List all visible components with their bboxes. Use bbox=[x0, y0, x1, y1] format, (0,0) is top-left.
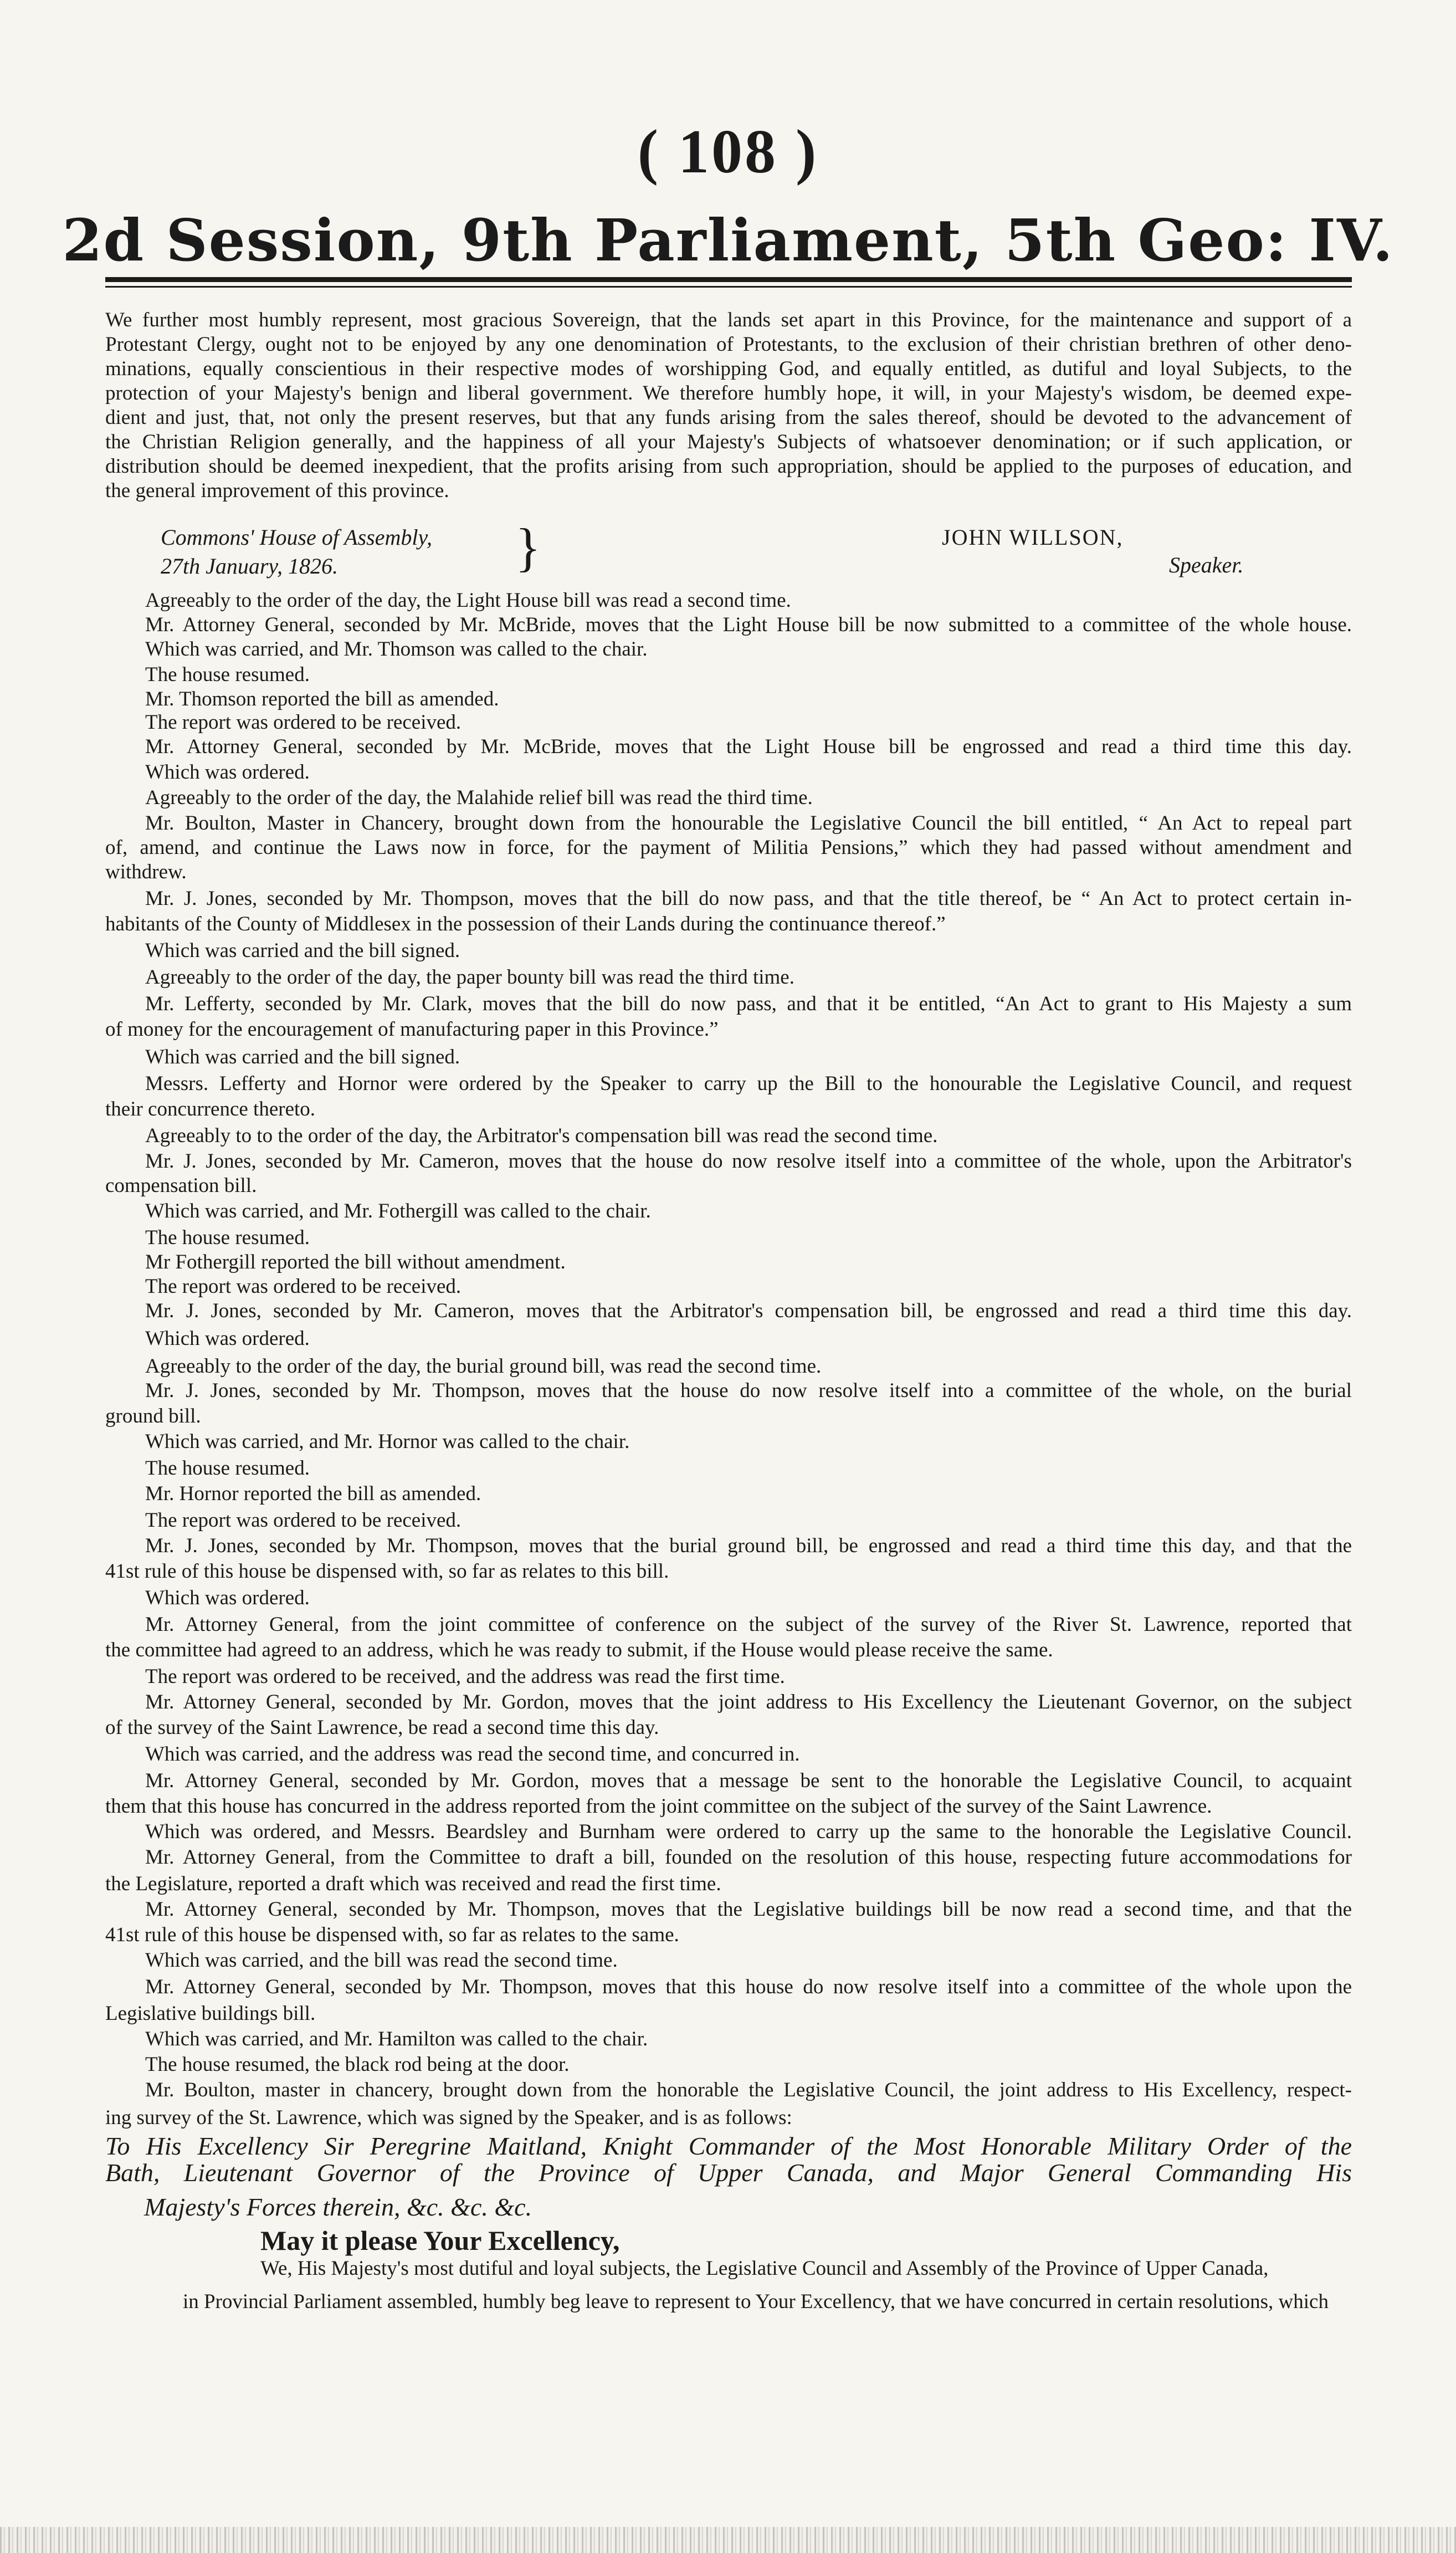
text-line: Protestant Clergy, ought not to be enjoyed by any one denomination of Protestants, to the exclusion of their christian brethren of other deno- bbox=[105, 333, 1352, 356]
text-line: Mr. Attorney General, from the Committee to draft a bill, founded on the resolution of this house, respecting future accommodations for bbox=[145, 1846, 1352, 1869]
text-line: Agreeably to the order of the day, the burial ground bill, was read the second time. bbox=[145, 1355, 822, 1378]
signature-place-line1: Commons' House of Assembly, bbox=[161, 525, 433, 550]
text-line: We, His Majesty's most dutiful and loyal subjects, the Legislative Council and Assembly of the Province of Upper Canada, bbox=[260, 2257, 1269, 2280]
text-line: Which was carried, and Mr. Hornor was called to the chair. bbox=[145, 1430, 630, 1453]
text-line: distribution should be deemed inexpedient, that the profits arising from such appropriation, should be applied to the purposes of education, and bbox=[105, 455, 1352, 478]
text-line: Which was ordered. bbox=[145, 1587, 310, 1609]
text-line: Mr. J. Jones, seconded by Mr. Thompson, moves that the bill do now pass, and that the title thereof, be “ An Act to protect certain in- bbox=[145, 887, 1352, 910]
text-line: protection of your Majesty's benign and liberal government. We therefore humbly hope, it will, in your Majesty's wisdom, be deemed expe- bbox=[105, 382, 1352, 405]
text-line: The house resumed. bbox=[145, 663, 310, 686]
scan-edge-noise bbox=[0, 2527, 1456, 2553]
text-line: compensation bill. bbox=[105, 1174, 257, 1197]
text-line: the committee had agreed to an address, which he was ready to submit, if the House would please receive the same. bbox=[105, 1639, 1053, 1661]
text-line: Agreeably to to the order of the day, the Arbitrator's compensation bill was read the second time. bbox=[145, 1124, 938, 1147]
text-line: The house resumed, the black rod being at the door. bbox=[145, 2053, 570, 2076]
text-line: The report was ordered to be received, and the address was read the first time. bbox=[145, 1665, 785, 1688]
text-line: Which was carried and the bill signed. bbox=[145, 1046, 460, 1068]
text-line: minations, equally conscientious in their respective modes of worshipping God, and equally entitled, as dutiful and loyal Subjects, to the bbox=[105, 357, 1352, 380]
text-line: Which was carried, and the address was read the second time, and concurred in. bbox=[145, 1743, 800, 1766]
text-line: Agreeably to the order of the day, the Light House bill was read a second time. bbox=[145, 589, 791, 612]
text-line: ground bill. bbox=[105, 1405, 201, 1428]
signature-brace: } bbox=[515, 518, 541, 577]
text-line: Mr Fothergill reported the bill without amendment. bbox=[145, 1251, 566, 1273]
text-line: ing survey of the St. Lawrence, which was signed by the Speaker, and is as follows: bbox=[105, 2106, 792, 2129]
text-line: Which was carried, and the bill was read the second time. bbox=[145, 1949, 618, 1972]
text-line: Which was ordered. bbox=[145, 1327, 310, 1350]
text-line: Mr. Attorney General, from the joint committee of conference on the subject of the survey of the River St. Lawrence, reported that bbox=[145, 1613, 1352, 1636]
text-line: Which was carried, and Mr. Thomson was called to the chair. bbox=[145, 638, 648, 661]
page-number: ( 108 ) bbox=[637, 117, 819, 186]
text-line: Mr. Thomson reported the bill as amended. bbox=[145, 688, 499, 710]
text-line: Mr. J. Jones, seconded by Mr. Cameron, moves that the house do now resolve itself into a committee of the whole, upon the Arbitrator's bbox=[145, 1150, 1352, 1173]
text-line: Majesty's Forces therein, &c. &c. &c. bbox=[144, 2193, 532, 2221]
text-line: The report was ordered to be received. bbox=[145, 1275, 462, 1298]
text-line: The report was ordered to be received. bbox=[145, 711, 462, 734]
text-line: dient and just, that, not only the present reserves, but that any funds arising from the sales thereof, should be devoted to the advancement of bbox=[105, 406, 1352, 429]
text-line: The house resumed. bbox=[145, 1457, 310, 1480]
text-line: Which was carried, and Mr. Hamilton was called to the chair. bbox=[145, 2028, 648, 2050]
text-line: Agreeably to the order of the day, the Malahide relief bill was read the third time. bbox=[145, 786, 813, 809]
text-line: of, amend, and continue the Laws now in force, for the payment of Militia Pensions,” which they had passed without amendment and bbox=[105, 836, 1352, 859]
text-line: 41st rule of this house be dispensed with, so far as relates to this bill. bbox=[105, 1560, 669, 1583]
text-line: To His Excellency Sir Peregrine Maitland, Knight Commander of the Most Honorable Military Order of the bbox=[105, 2132, 1352, 2160]
text-line: Mr. Attorney General, seconded by Mr. McBride, moves that the Light House bill be engrossed and read a third time this day. bbox=[145, 735, 1352, 758]
signature-name: JOHN WILLSON, bbox=[942, 525, 1124, 550]
session-title: 2d Session, 9th Parliament, 5th Geo: IV. bbox=[62, 206, 1394, 274]
text-line: May it please Your Excellency, bbox=[260, 2225, 620, 2256]
text-line: Which was ordered, and Messrs. Beardsley and Burnham were ordered to carry up the same to the honorable the Legislative Council. bbox=[145, 1820, 1352, 1843]
text-line: the Christian Religion generally, and the happiness of all your Majesty's Subjects of whatsoever denomination; or if such application, or bbox=[105, 431, 1352, 453]
signature-date: 27th January, 1826. bbox=[161, 554, 338, 579]
text-line: of the survey of the Saint Lawrence, be read a second time this day. bbox=[105, 1716, 659, 1739]
text-line: The house resumed. bbox=[145, 1226, 310, 1249]
text-line: withdrew. bbox=[105, 861, 187, 883]
text-line: the general improvement of this province. bbox=[105, 479, 449, 502]
text-line: 41st rule of this house be dispensed with, so far as relates to the same. bbox=[105, 1923, 679, 1946]
text-line: Agreeably to the order of the day, the paper bounty bill was read the third time. bbox=[145, 966, 794, 989]
text-line: in Provincial Parliament assembled, humbly beg leave to represent to Your Excellency, that we have concurred in certain resolutions, which bbox=[183, 2290, 1329, 2313]
text-line: Mr. Attorney General, seconded by Mr. Thompson, moves that the Legislative buildings bill be now read a second time, and that the bbox=[145, 1898, 1352, 1921]
text-line: Which was carried and the bill signed. bbox=[145, 939, 460, 962]
text-line: of money for the encouragement of manufacturing paper in this Province.” bbox=[105, 1018, 719, 1041]
text-line: Mr. Boulton, master in chancery, brought down from the honorable the Legislative Council, the joint address to His Excellency, respect- bbox=[145, 2079, 1352, 2101]
text-line: Mr. Lefferty, seconded by Mr. Clark, moves that the bill do now pass, and that it be entitled, “An Act to grant to His Majesty a sum bbox=[145, 992, 1352, 1015]
text-line: the Legislature, reported a draft which was received and read the first time. bbox=[105, 1872, 721, 1895]
text-line: Which was carried, and Mr. Fothergill was called to the chair. bbox=[145, 1200, 651, 1222]
text-line: Mr. Attorney General, seconded by Mr. Gordon, moves that the joint address to His Excellency the Lieutenant Governor, on the subject bbox=[145, 1691, 1352, 1713]
text-line: We further most humbly represent, most gracious Sovereign, that the lands set apart in this Province, for the maintenance and support of a bbox=[105, 309, 1352, 331]
text-line: Mr. Attorney General, seconded by Mr. Gordon, moves that a message be sent to the honorable the Legislative Council, to acquaint bbox=[145, 1769, 1352, 1792]
text-line: Bath, Lieutenant Governor of the Province of Upper Canada, and Major General Commanding His bbox=[105, 2158, 1352, 2187]
text-line: Mr. J. Jones, seconded by Mr. Thompson, moves that the burial ground bill, be engrossed and read a third time this day, and that the bbox=[145, 1534, 1352, 1557]
text-line: Mr. Attorney General, seconded by Mr. Thompson, moves that this house do now resolve itself into a committee of the whole upon the bbox=[145, 1976, 1352, 1998]
signature-role: Speaker. bbox=[1169, 552, 1244, 577]
text-line: them that this house has concurred in the address reported from the joint committee on the subject of the survey of the Saint Lawrence. bbox=[105, 1795, 1212, 1818]
text-line: Mr. Attorney General, seconded by Mr. McBride, moves that the Light House bill be now submitted to a committee of the whole house. bbox=[145, 613, 1352, 636]
text-line: their concurrence thereto. bbox=[105, 1098, 316, 1121]
text-line: Legislative buildings bill. bbox=[105, 2002, 316, 2025]
text-line: Mr. J. Jones, seconded by Mr. Cameron, moves that the Arbitrator's compensation bill, be engrossed and read a third time this day. bbox=[145, 1299, 1352, 1322]
text-line: Mr. Boulton, Master in Chancery, brought down from the honourable the Legislative Council the bill entitled, “ An Act to repeal part bbox=[145, 812, 1352, 835]
text-line: Which was ordered. bbox=[145, 761, 310, 784]
text-line: The report was ordered to be received. bbox=[145, 1509, 462, 1532]
text-line: Mr. J. Jones, seconded by Mr. Thompson, moves that the house do now resolve itself into a committee of the whole, on the burial bbox=[145, 1379, 1352, 1402]
text-line: Mr. Hornor reported the bill as amended. bbox=[145, 1482, 481, 1505]
text-line: habitants of the County of Middlesex in the possession of their Lands during the continuance thereof.” bbox=[105, 913, 946, 935]
text-line: Messrs. Lefferty and Hornor were ordered by the Speaker to carry up the Bill to the honourable the Legislative Council, and request bbox=[145, 1072, 1352, 1095]
